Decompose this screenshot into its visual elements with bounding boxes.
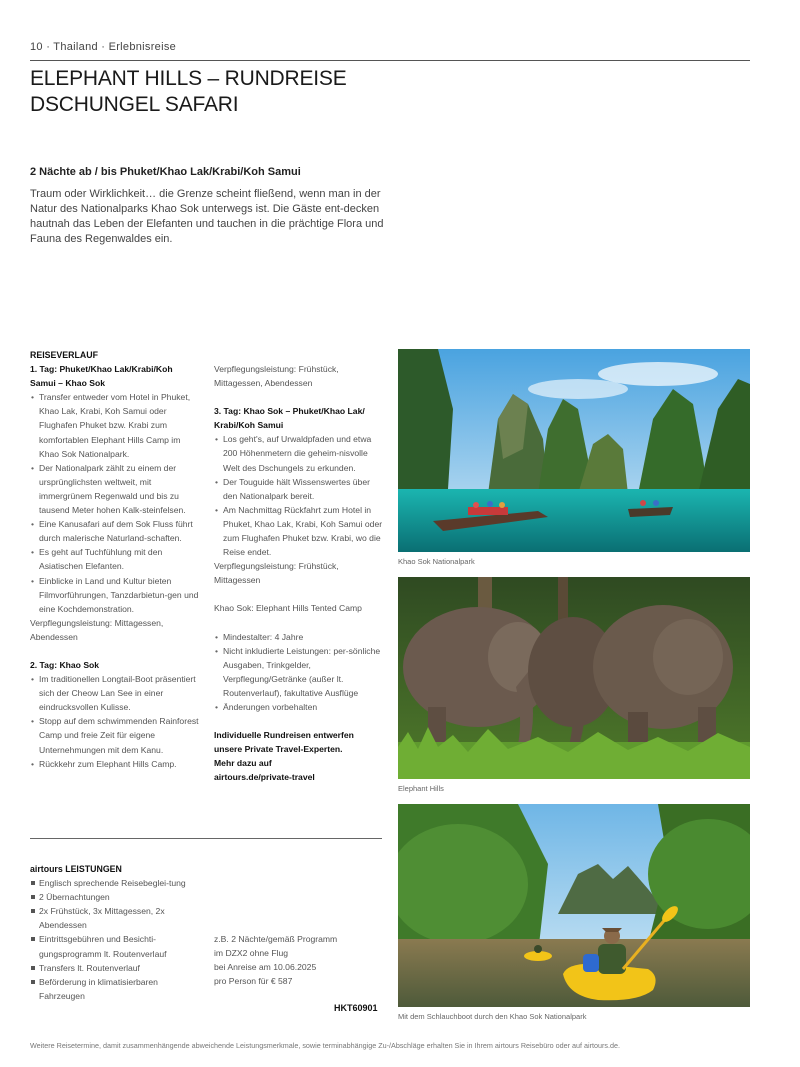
day2-title: 2. Tag: Khao Sok — [30, 659, 100, 670]
photo3-caption: Mit dem Schlauchboot durch den Khao Sok Nationalpark — [398, 1012, 587, 1021]
page-meta: 10 · Thailand · Erlebnisreise — [30, 41, 177, 53]
camp-name: Khao Sok: Elephant Hills Tented Camp — [214, 603, 362, 614]
day2-meals: Verpflegungsleistung: Frühstück, Mittagessen, Abendessen — [214, 364, 339, 389]
list-item: Englisch sprechende Reisebeglei-tung — [30, 876, 202, 890]
list-item: Transfers lt. Routenverlauf — [30, 961, 202, 975]
itinerary-left-column — [30, 348, 202, 771]
photo-elephants — [398, 577, 750, 779]
list-item: • Der Touguide hält Wissenswertes über den Nationalpark bereit. — [214, 475, 386, 503]
photo2-caption: Elephant Hills — [398, 784, 444, 793]
services-divider — [30, 838, 382, 839]
list-item: • Los geht's, auf Urwaldpfaden und etwa 200 Höhenmetern die geheim-nisvolle Welt des Dschungels zu erkunden. — [214, 432, 386, 474]
photo-khao-sok-lake — [398, 349, 750, 552]
list-item: Beförderung in klimatisierbaren Fahrzeugen — [30, 975, 202, 1003]
day2-list — [30, 672, 202, 771]
intro-text: Traum oder Wirklichkeit… die Grenze scheint fließend, wenn man in der Natur des Nationalparks Khao Sok unterwegs ist. Die Gäste ent-decken hautnah das Leben der Elefanten und tauchen in die prächtige Flora und Fauna des Regenwaldes ein. — [30, 188, 384, 245]
list-item: • Nicht inkludierte Leistungen: per-sönliche Ausgaben, Trinkgelder, Verpflegung/Getränke (außer lt. Routenverlauf), fakultative Ausflüge — [214, 644, 386, 700]
list-item: Eintrittsgebühren und Besichti-gungsprogramm lt. Routenverlauf — [30, 932, 202, 960]
photo-rafting — [398, 804, 750, 1007]
title-line-2: DSCHUNGEL SAFARI — [30, 93, 239, 116]
title-line-1: ELEPHANT HILLS – RUNDREISE — [30, 67, 347, 90]
services-list — [30, 876, 202, 1003]
trip-subtitle: 2 Nächte ab / bis Phuket/Khao Lak/Krabi/Koh Samui — [30, 166, 301, 178]
list-item: • Im traditionellen Longtail-Boot präsentiert sich der Cheow Lan See in einer eindrucksvollen Kulisse. — [30, 672, 202, 714]
footer-note: Weitere Reisetermine, damit zusammenhängende abweichende Leistungsmerkmale, sowie terminabhängige Zu-/Abschläge erhalten Sie in Ihrem airtours Reisebüro oder auf airtours.de. — [30, 1041, 620, 1050]
page-title — [30, 66, 590, 118]
list-item: 2x Frühstück, 3x Mittagessen, 2x Abendessen — [30, 904, 202, 932]
list-item: • Änderungen vorbehalten — [214, 700, 386, 714]
list-item: • Einblicke in Land und Kultur bieten Filmvorführungen, Tanzdarbietun-gen und eine Kochdemonstration. — [30, 574, 202, 616]
day3-list — [214, 432, 386, 559]
day1-title: 1. Tag: Phuket/Khao Lak/Krabi/Koh Samui – Khao Sok — [30, 364, 173, 389]
private-travel-link[interactable]: airtours.de/private-travel — [214, 772, 315, 783]
header-divider — [30, 60, 750, 61]
private-travel-text: Individuelle Rundreisen entwerfen unsere Private Travel-Experten. Mehr dazu auf airtours.de/private-travel — [214, 730, 354, 783]
list-item: 2 Übernachtungen — [30, 890, 202, 904]
itinerary-section-title: REISEVERLAUF — [30, 350, 98, 360]
itinerary-middle-column — [214, 362, 386, 784]
booking-code: HKT60901 — [334, 1003, 378, 1013]
price-value: pro Person für € 587 — [214, 976, 293, 987]
list-item: • Am Nachmittag Rückfahrt zum Hotel in Phuket, Khao Lak, Krabi, Koh Samui oder zum Flughafen Phuket bzw. Krabi, wo die Reise endet. — [214, 503, 386, 559]
list-item: • Eine Kanusafari auf dem Sok Fluss führt durch malerische Naturland-schaften. — [30, 517, 202, 545]
services-block — [30, 862, 202, 1003]
day3-meals: Verpflegungsleistung: Frühstück, Mittagessen — [214, 561, 339, 586]
photo1-caption: Khao Sok Nationalpark — [398, 557, 475, 566]
services-title: airtours LEISTUNGEN — [30, 864, 122, 874]
day3-title: 3. Tag: Khao Sok – Phuket/Khao Lak/ Krabi/Koh Samui — [214, 406, 365, 431]
list-item: • Es geht auf Tuchfühlung mit den Asiatischen Elefanten. — [30, 545, 202, 573]
day1-meals: Verpflegungsleistung: Mittagessen, Abendessen — [30, 617, 164, 642]
list-item: • Transfer entweder vom Hotel in Phuket, Khao Lak, Krabi, Koh Samui oder Flughafen Phuket bzw. Krabi zum komfortablen Elephant Hills Camp im Khao Sok Nationalpark. — [30, 390, 202, 460]
list-item: • Stopp auf dem schwimmenden Rainforest Camp und freie Zeit für eigene Unternehmungen mit dem Kanu. — [30, 714, 202, 756]
price-block: z.B. 2 Nächte/gemäß Programm im DZX2 ohne Flug bei Anreise am 10.06.2025 pro Person für € 587 — [214, 932, 384, 988]
day1-list — [30, 390, 202, 616]
list-item: • Mindestalter: 4 Jahre — [214, 630, 386, 644]
list-item: • Der Nationalpark zählt zu einem der ursprünglichsten weltweit, mit immergrünem Regenwald und bis zu tausend Meter hohen Kalk-steinfelsen. — [30, 461, 202, 517]
list-item: • Rückkehr zum Elephant Hills Camp. — [30, 757, 202, 771]
notes-list — [214, 630, 386, 715]
